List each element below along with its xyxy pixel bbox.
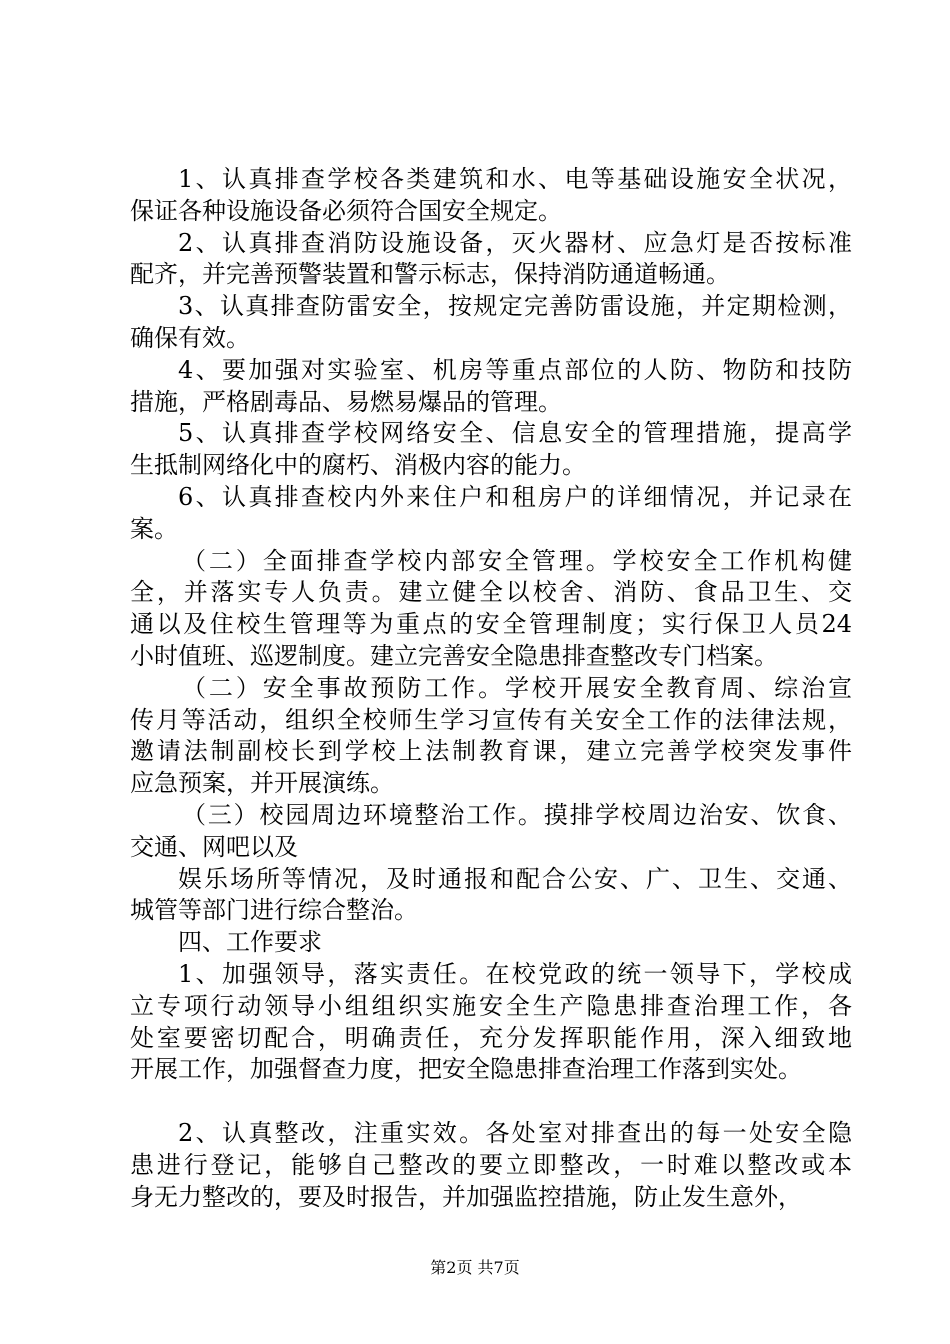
paragraph-line: 5、认真排查学校网络安全、信息安全的管理措施，提高学 bbox=[178, 419, 852, 448]
paragraph-line: 1、认真排查学校各类建筑和水、电等基础设施安全状况， bbox=[178, 165, 852, 193]
paragraph-line: 2、认真排查消防设施设备，灭火器材、应急灯是否按标准 bbox=[178, 228, 852, 257]
paragraph-line: 生抵制网络化中的腐朽、消极内容的能力。 bbox=[130, 451, 586, 480]
document-body bbox=[130, 164, 852, 1213]
paragraph-line bbox=[130, 1086, 852, 1118]
paragraph-line: （二）全面排查学校内部安全管理。学校安全工作机构健 bbox=[182, 546, 852, 575]
paragraph-line: 传月等活动，组织全校师生学习宣传有关安全工作的法律法规， bbox=[130, 705, 852, 734]
paragraph-line: 四、工作要求 bbox=[178, 928, 322, 957]
page-footer: 第2页 共7页 bbox=[430, 1258, 520, 1277]
paragraph-line: 6、认真排查校内外来住户和租房户的详细情况，并记录在 bbox=[178, 482, 852, 511]
paragraph-line: 通以及住校生管理等为重点的安全管理制度；实行保卫人员24 bbox=[130, 610, 852, 639]
paragraph-line: 立专项行动领导小组组织实施安全生产隐患排查治理工作，各 bbox=[130, 991, 852, 1020]
paragraph-line: 2、认真整改，注重实效。各处室对排查出的每一处安全隐 bbox=[178, 1118, 852, 1147]
paragraph-line: 开展工作，加强督查力度，把安全隐患排查治理工作落到实处。 bbox=[130, 1055, 802, 1084]
paragraph-line: 应急预案，并开展演练。 bbox=[130, 769, 394, 798]
paragraph-line: 患进行登记，能够自己整改的要立即整改，一时难以整改或本 bbox=[130, 1150, 852, 1179]
paragraph-line: 邀请法制副校长到学校上法制教育课，建立完善学校突发事件 bbox=[130, 737, 852, 766]
paragraph-line: 小时值班、巡逻制度。建立完善安全隐患排查整改专门档案。 bbox=[130, 641, 778, 670]
paragraph-line: 配齐，并完善预警装置和警示标志，保持消防通道畅通。 bbox=[130, 260, 730, 289]
paragraph-line: 3、认真排查防雷安全，按规定完善防雷设施，并定期检测， bbox=[178, 292, 852, 321]
paragraph-line: （二）安全事故预防工作。学校开展安全教育周、综治宣 bbox=[182, 673, 852, 702]
paragraph-line: 娱乐场所等情况，及时通报和配合公安、广、卫生、交通、 bbox=[178, 864, 852, 893]
paragraph-line: 保证各种设施设备必须符合国安全规定。 bbox=[130, 196, 562, 225]
paragraph-line: 处室要密切配合，明确责任，充分发挥职能作用，深入细致地 bbox=[130, 1023, 852, 1052]
paragraph-line: 1、加强领导，落实责任。在校党政的统一领导下，学校成 bbox=[178, 959, 852, 988]
paragraph-line: 4、要加强对实验室、机房等重点部位的人防、物防和技防 bbox=[178, 355, 852, 384]
paragraph-line: 全，并落实专人负责。建立健全以校舍、消防、食品卫生、交 bbox=[130, 578, 852, 607]
paragraph-line: 确保有效。 bbox=[130, 323, 250, 352]
paragraph-line: （三）校园周边环境整治工作。摸排学校周边治安、饮食、 bbox=[182, 800, 852, 829]
paragraph-line: 措施，严格剧毒品、易燃易爆品的管理。 bbox=[130, 387, 562, 416]
paragraph-line: 城管等部门进行综合整治。 bbox=[130, 896, 418, 925]
paragraph-line: 案。 bbox=[130, 514, 178, 543]
paragraph-line: 交通、网吧以及 bbox=[130, 832, 298, 861]
paragraph-line: 身无力整改的，要及时报告，并加强监控措施，防止发生意外， bbox=[130, 1182, 802, 1211]
